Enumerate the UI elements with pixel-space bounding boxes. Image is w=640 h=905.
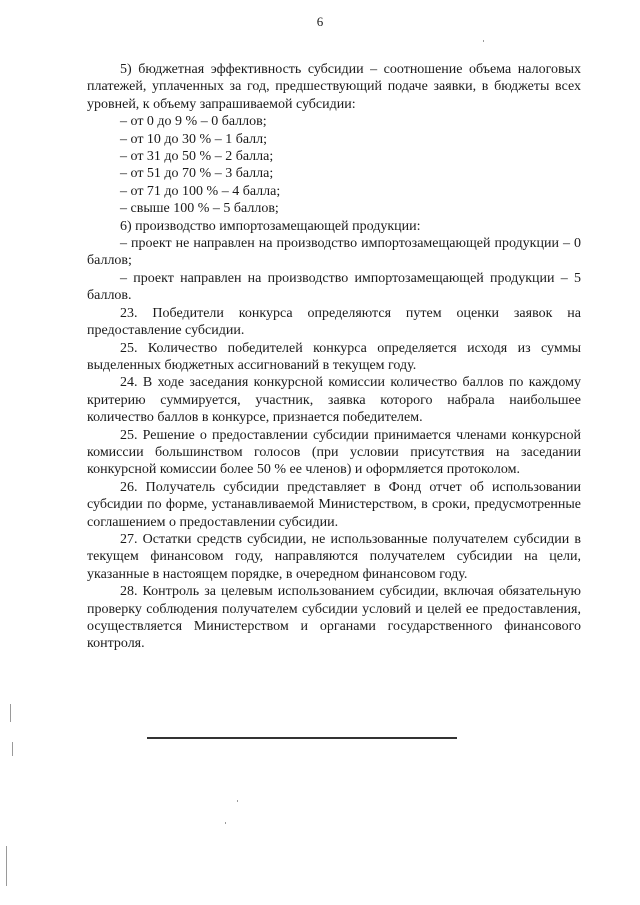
- paragraph-28: 28. Контроль за целевым использованием субсидии, включая обязательную проверку соблюдения получателем субсидии условий и целей ее предоставления, осуществляется Министерством и органами государственного финансового контроля.: [87, 584, 581, 652]
- paragraph-25-decision: 25. Решение о предоставлении субсидии принимается членами конкурсной комиссии большинством голосов (при условии присутствия на заседании конкурсной комиссии более 50 % ее членов) и оформляется протоколом.: [87, 427, 581, 478]
- scan-speck: [12, 742, 13, 756]
- list-item-import-no: – проект не направлен на производство импортозамещающей продукции – 0 баллов;: [87, 236, 581, 269]
- paragraph-23: 23. Победители конкурса определяются путем оценки заявок на предоставление субсидии.: [87, 305, 581, 339]
- page-number: 6: [316, 14, 324, 29]
- paragraph-budget-efficiency: 5) бюджетная эффективность субсидии – соотношение объема налоговых платежей, уплаченных за год, предшествующий подаче заявки, в бюджеты всех уровней, к объему запрашиваемой субсидии:: [87, 62, 581, 112]
- end-rule-line: [147, 737, 457, 739]
- list-item-range-10-30: – от 10 до 30 % – 1 балл;: [120, 131, 268, 147]
- paragraph-27: 27. Остатки средств субсидии, не использованные получателем субсидии в текущем финансовом году, направляются получателем субсидии на цели, указанные в настоящем порядке, в очередном финансовом году.: [87, 531, 581, 582]
- scan-speck: [225, 822, 226, 824]
- scan-speck: [10, 704, 11, 722]
- scan-speck: [483, 40, 484, 42]
- list-item-range-over-100: – свыше 100 % – 5 баллов;: [120, 201, 279, 217]
- list-item-import-yes: – проект направлен на производство импортозамещающей продукции – 5 баллов.: [87, 270, 581, 304]
- list-item-range-0-9: – от 0 до 9 % – 0 баллов;: [120, 114, 267, 130]
- scan-speck: [6, 846, 7, 886]
- document-body: [87, 61, 581, 653]
- list-item-range-71-100: – от 71 до 100 % – 4 балла;: [120, 183, 281, 199]
- paragraph-25-winners-count: 25. Количество победителей конкурса определяется исходя из суммы выделенных бюджетных ассигнований в текущем году.: [87, 340, 581, 373]
- list-item-range-51-70: – от 51 до 70 % – 3 балла;: [120, 166, 274, 182]
- paragraph-import-substitution: 6) производство импортозамещающей продукции:: [120, 218, 421, 234]
- list-item-range-31-50: – от 31 до 50 % – 2 балла;: [120, 149, 274, 165]
- paragraph-26: 26. Получатель субсидии представляет в Фонд отчет об использовании субсидии по форме, устанавливаемой Министерством, в сроки, предусмотренные соглашением о предоставлении субсидии.: [87, 479, 581, 530]
- scan-speck: [237, 800, 238, 802]
- paragraph-24: 24. В ходе заседания конкурсной комиссии количество баллов по каждому критерию суммируется, участник, заявка которого набрала наибольшее количество баллов в конкурсе, признается победителем.: [87, 375, 581, 426]
